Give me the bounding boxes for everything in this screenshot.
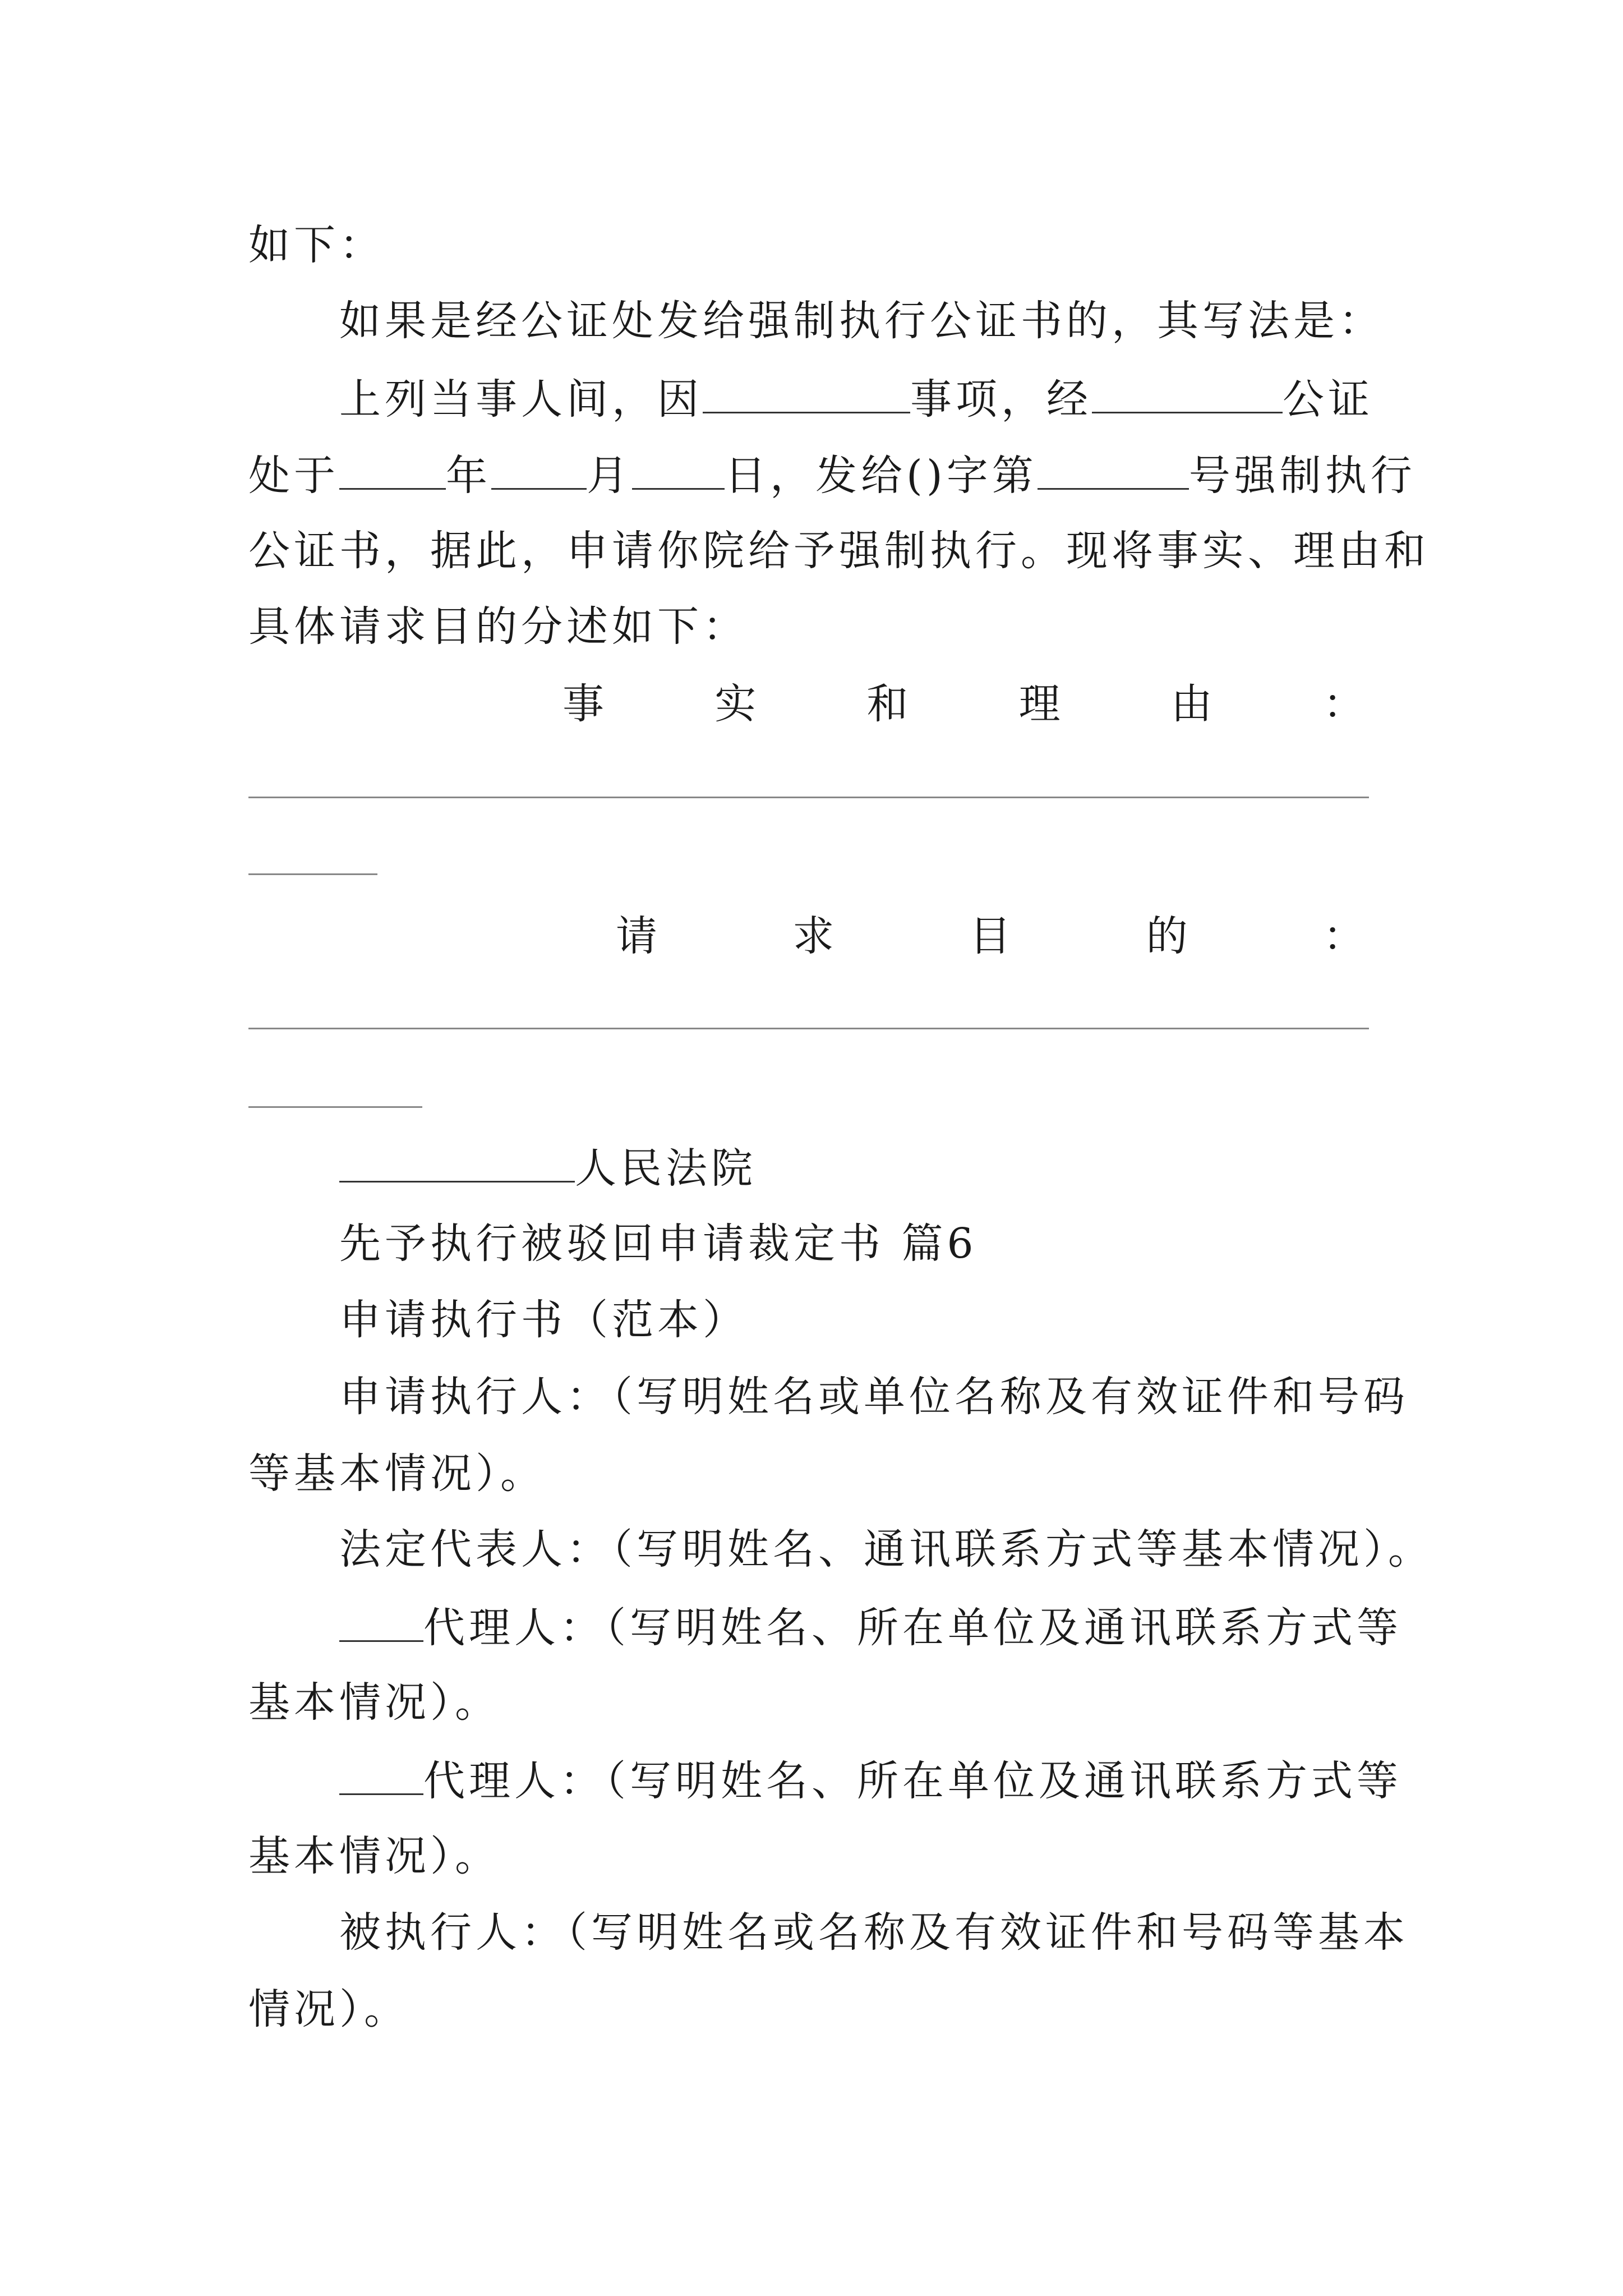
heading-char: ： [1323, 912, 1364, 960]
heading-char: 理 [1018, 680, 1061, 728]
blank-line [703, 377, 910, 413]
blank-line [339, 453, 446, 490]
text-segment: 代理人：（写明姓名、所在单位及通讯联系方式等 [423, 1604, 1402, 1652]
fill-line [248, 1028, 1369, 1029]
blank-line [339, 1146, 575, 1182]
heading-char: 请 [616, 912, 657, 960]
text-line-6: 具体请求目的分述如下： [248, 602, 748, 651]
agent2-line-2: 基本情况）。 [248, 1832, 500, 1880]
blank-line [491, 453, 587, 490]
blank-line [1038, 453, 1189, 490]
fill-line [248, 797, 1369, 798]
text-segment: 日，发给()字第 [725, 452, 1038, 500]
text-line-1: 如下： [248, 221, 385, 269]
respondent-line-2: 情况）。 [248, 1985, 409, 2033]
blank-line [339, 1759, 423, 1795]
heading-char: 和 [866, 680, 909, 728]
heading-char: 实 [714, 680, 757, 728]
heading-char: 事 [562, 680, 604, 728]
blank-line [632, 453, 725, 490]
court-line [339, 1144, 757, 1193]
fill-line-short [248, 873, 377, 875]
heading-char: 目 [969, 912, 1011, 960]
applicant-line-1: 申请执行人：（写明姓名或单位名称及有效证件和号码 [339, 1373, 1409, 1421]
text-segment: 人民法院 [575, 1144, 757, 1193]
text-segment: 公证 [1283, 375, 1373, 424]
agent2-line-1 [339, 1757, 1402, 1805]
section-title: 先予执行被驳回申请裁定书 篇6 [339, 1220, 978, 1268]
heading-char: ： [1322, 680, 1364, 728]
text-line-4 [248, 452, 1416, 500]
blank-line [1092, 377, 1283, 413]
blank-line [339, 1605, 423, 1642]
text-line-2: 如果是经公证处发给强制执行公证书的，其写法是： [339, 297, 1384, 345]
text-segment: 年 [446, 452, 491, 500]
legal-rep-line: 法定代表人：（写明姓名、通讯联系方式等基本情况）。 [339, 1525, 1433, 1573]
text-segment: 月 [587, 452, 632, 500]
text-segment: 号强制执行 [1188, 452, 1416, 500]
fill-line-short [248, 1106, 422, 1108]
text-segment: 事项，经 [910, 375, 1092, 424]
applicant-line-2: 等基本情况）。 [248, 1450, 546, 1498]
agent1-line-1 [339, 1604, 1402, 1652]
text-segment: 上列当事人间，因 [339, 375, 703, 424]
heading-char: 由 [1170, 680, 1212, 728]
document-title: 申请执行书（范本） [339, 1296, 748, 1344]
heading-char: 求 [792, 912, 834, 960]
heading-char: 的 [1146, 912, 1188, 960]
respondent-line-1: 被执行人：（写明姓名或名称及有效证件和号码等基本 [339, 1908, 1409, 1957]
text-line-5: 公证书，据此，申请你院给予强制执行。现将事实、理由和 [248, 527, 1430, 575]
text-segment: 处于 [248, 452, 339, 500]
agent1-line-2: 基本情况）。 [248, 1678, 500, 1727]
heading-request-purpose [616, 912, 1364, 960]
text-line-3 [339, 375, 1373, 424]
text-segment: 代理人：（写明姓名、所在单位及通讯联系方式等 [423, 1757, 1402, 1805]
heading-facts-and-reasons [562, 680, 1364, 728]
